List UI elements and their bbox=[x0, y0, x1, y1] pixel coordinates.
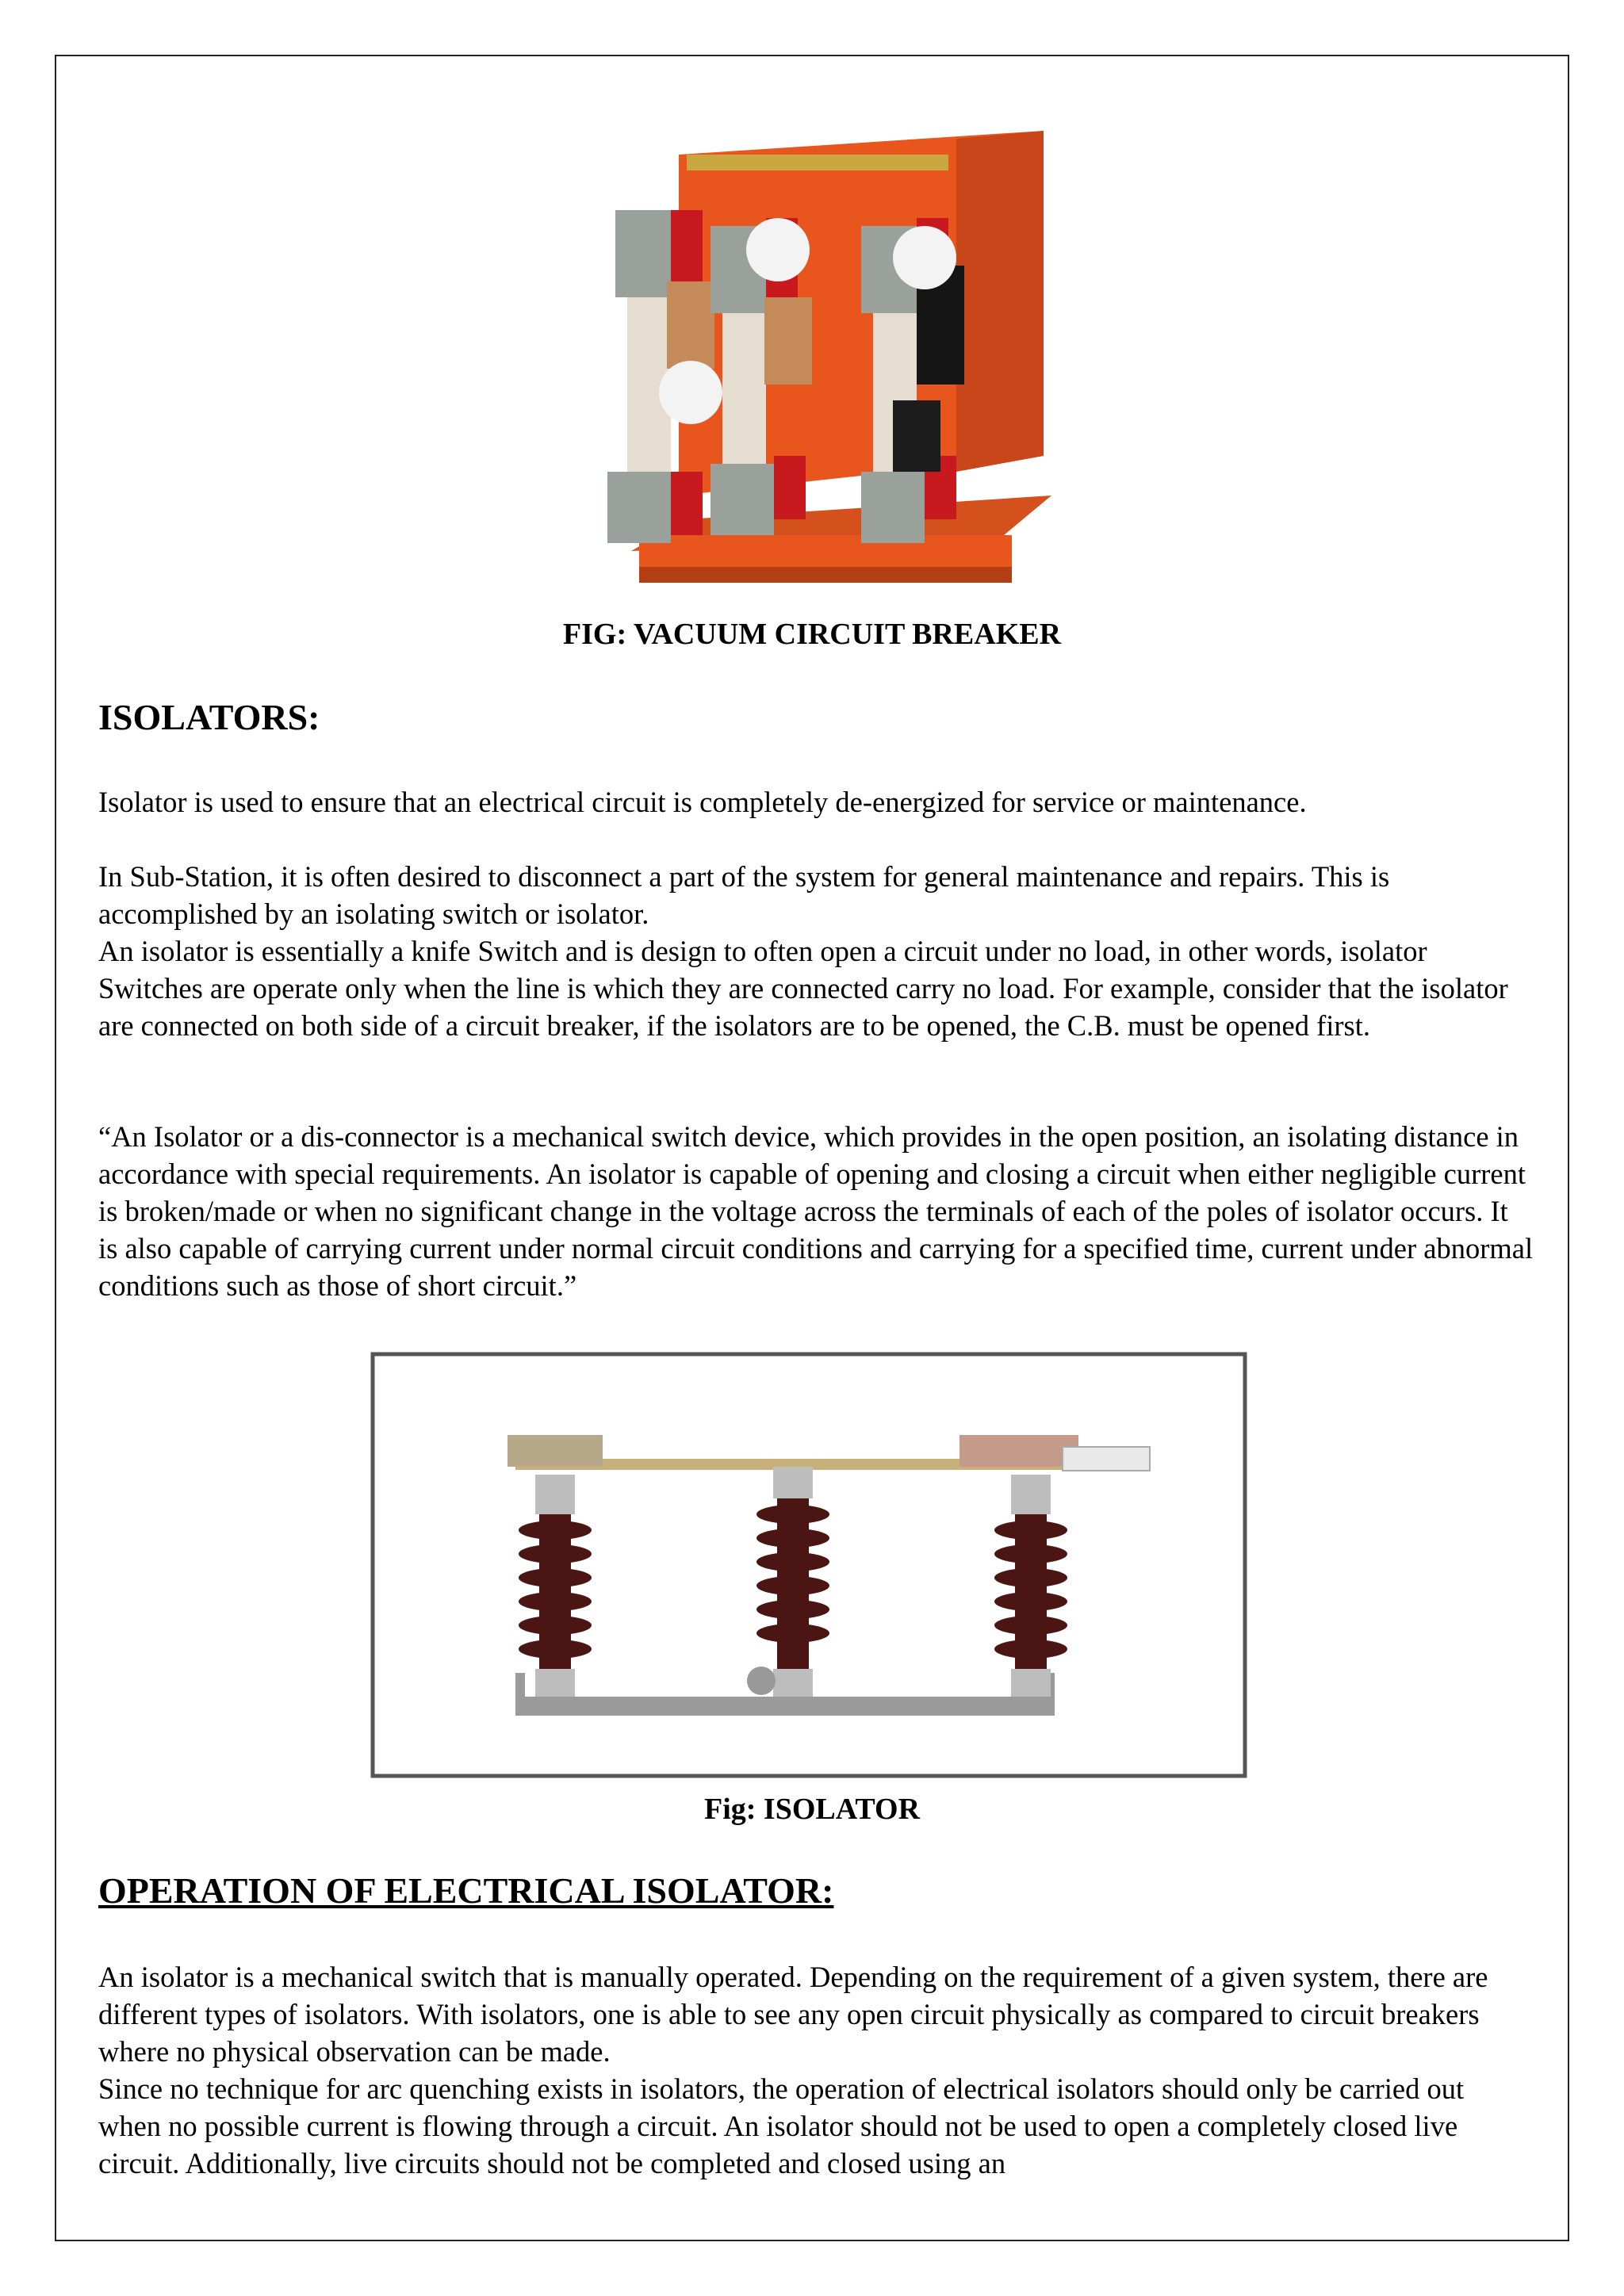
figure-caption-isolator: Fig: ISOLATOR bbox=[703, 1793, 921, 1826]
paragraph-knife-switch: An isolator is essentially a knife Switch and is design to often open a circuit under no load, in other words, isolator Switches are operate only when the line is which they are connected carry no load. For example, consider that the isolator are connected on both side of a circuit breaker, if the isolators are to be opened, the C.B. must be opened first. bbox=[98, 935, 1508, 1042]
paragraph-definition-quote: “An Isolator or a dis-connector is a mechanical switch device, which provides in the open position, an isolating distance in accordance with special requirements. An isolator is capable of opening and closing a circuit when either negligible current is broken/made or when no significant change in the voltage across the terminals of each of the poles of isolator occurs. It is also capable of carrying current under normal circuit conditions and carrying for a specified time, current under abnormal conditions such as those of short circuit.” bbox=[98, 1120, 1534, 1302]
heading-isolators: ISOLATORS: bbox=[98, 697, 320, 737]
heading-operation-of-electrical-isolator: OPERATION OF ELECTRICAL ISOLATOR: bbox=[98, 1870, 834, 1911]
paragraph-substation: In Sub-Station, it is often desired to disconnect a part of the system for general maintenance and repairs. This is accomplished by an isolating switch or isolator. bbox=[98, 860, 1390, 930]
paragraph-arc-quenching: Since no technique for arc quenching exists in isolators, the operation of electrical isolators should only be carried out when no possible current is flowing through a circuit. An isolator should not be used to open a completely closed live circuit. Additionally, live circuits should not be completed and closed using an bbox=[98, 2072, 1465, 2179]
paragraph-isolator-purpose: Isolator is used to ensure that an electrical circuit is completely de-energized for service or maintenance. bbox=[98, 786, 1307, 818]
isolator-image bbox=[349, 1348, 1273, 1780]
figure-caption-vacuum-circuit-breaker: FIG: VACUUM CIRCUIT BREAKER bbox=[562, 618, 1062, 651]
paragraph-mechanical-switch: An isolator is a mechanical switch that is manually operated. Depending on the requirement of a given system, there are different types of isolators. With isolators, one is able to see any open circuit physically as compared to circuit breakers where no physical observation can be made. bbox=[98, 1961, 1488, 2068]
vacuum-circuit-breaker-image bbox=[560, 123, 1067, 610]
